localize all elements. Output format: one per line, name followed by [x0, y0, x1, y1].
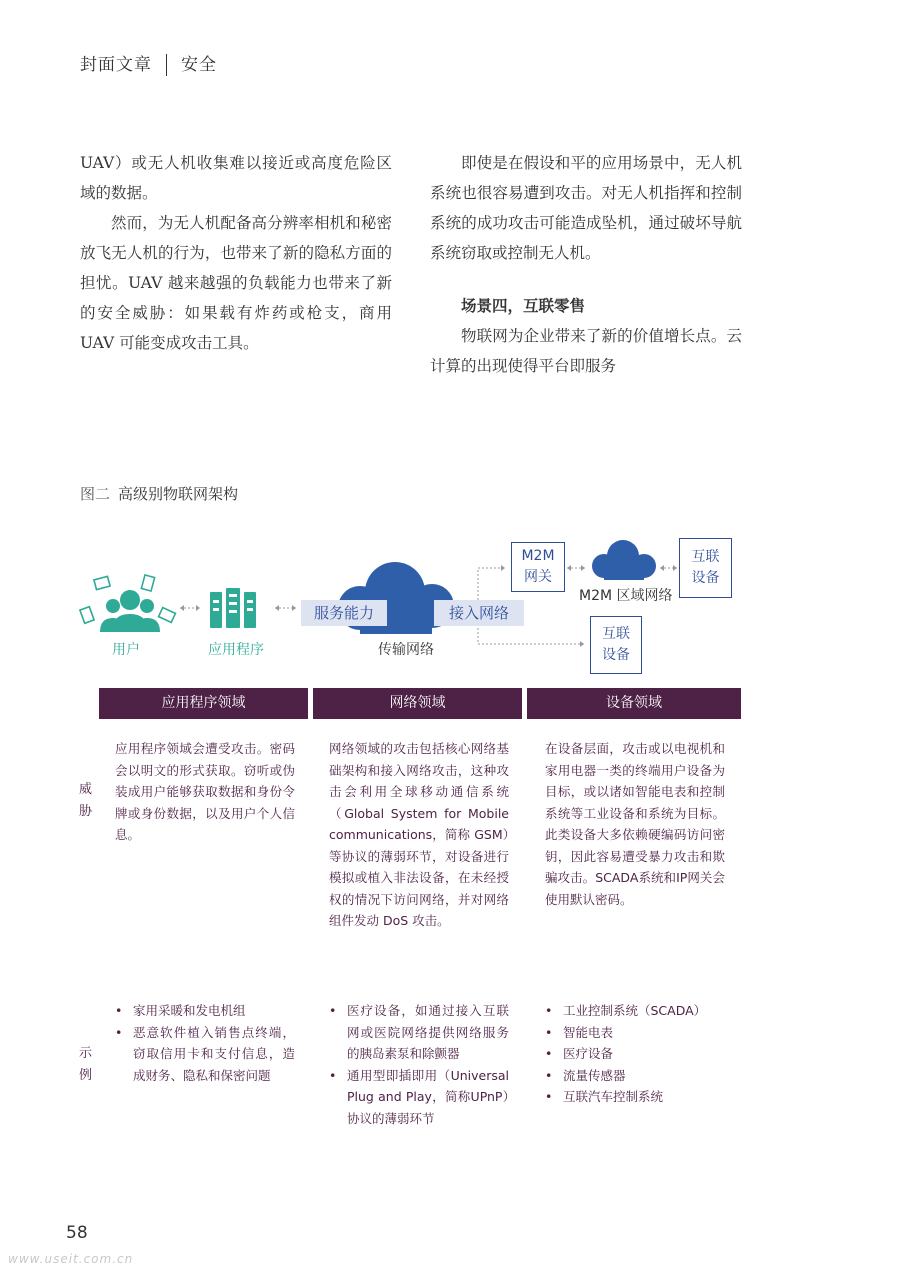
list-item: • 流量传感器 [543, 1065, 725, 1087]
service-capability-label: 服务能力 [301, 600, 387, 626]
arrow-head-icon [501, 565, 505, 571]
header-section: 封面文章 [80, 55, 152, 75]
band-application-domain: 应用程序领域 [99, 688, 308, 719]
list-item: • 通用型即插即用（Universal Plug and Play，简称UPnP）协议的薄弱环节 [327, 1065, 509, 1130]
figure-caption [80, 483, 238, 504]
list-item: • 互联汽车控制系统 [543, 1086, 725, 1108]
section-heading: 场景四，互联零售 [461, 297, 586, 315]
gateway-line2: 网关 [524, 569, 552, 585]
device-line2: 设备 [691, 570, 720, 586]
list-item: • 医疗设备 [543, 1043, 725, 1065]
list-item: • 医疗设备，如通过接入互联网或医院网络提供网络服务的胰岛素泵和除颤器 [327, 1000, 509, 1065]
arrow-head-icon [275, 605, 296, 611]
header-topic: 安全 [181, 55, 217, 75]
band-device-domain: 设备领域 [527, 688, 741, 719]
gateway-line1: M2M [521, 548, 555, 564]
paragraph: 然而，为无人机配备高分辨率相机和秘密放飞无人机的行为，也带来了新的隐私方面的担忧。UAV 越来越强的负载能力也带来了新的安全威胁：如果载有炸药或枪支，商用 UAV 可能变成攻击工具。 [80, 214, 392, 352]
users-icon [80, 575, 176, 632]
connector-line [478, 568, 505, 600]
body-column-left [80, 148, 392, 358]
access-network-label: 接入网络 [434, 600, 524, 626]
row-label-threats: 威胁 [79, 782, 93, 819]
device-line1: 互联 [691, 549, 720, 565]
iot-architecture-diagram [0, 520, 910, 700]
list-item: • 家用采暖和发电机组 [113, 1000, 295, 1022]
band-network-domain: 网络领域 [313, 688, 522, 719]
server-icon [210, 588, 256, 628]
app-label: 应用程序 [208, 642, 264, 658]
m2m-gateway-box [511, 542, 565, 592]
watermark: www.useit.com.cn [8, 1252, 134, 1266]
paragraph: UAV）或无人机收集难以接近或高度危险区域的数据。 [80, 154, 392, 202]
m2m-cloud-icon [592, 540, 656, 580]
threat-cell-application: 应用程序领域会遭受攻击。密码会以明文的形式获取。窃听或伪装成用户能够获取数据和身份令牌或身份数据，以及用户个人信息。 [115, 741, 295, 842]
connector-line [478, 624, 584, 644]
list-item: • 恶意软件植入销售点终端，窃取信用卡和支付信息，造成财务、隐私和保密问题 [113, 1022, 295, 1087]
header-divider [166, 54, 167, 76]
transport-network-label: 传输网络 [378, 642, 434, 658]
example-cell-application [113, 1000, 295, 1086]
figure-title: 高级别物联网架构 [118, 485, 239, 503]
list-item: • 工业控制系统（SCADA） [543, 1000, 725, 1022]
connected-device-box [590, 616, 642, 674]
arrow-head-icon [580, 641, 584, 647]
figure-label: 图二 [80, 485, 111, 503]
user-label: 用户 [112, 642, 140, 658]
page-number: 58 [66, 1223, 88, 1243]
example-cell-device [543, 1000, 725, 1108]
paragraph: 即使是在假设和平的应用场景中，无人机系统也很容易遭到攻击。对无人机指挥和控制系统的成功攻击可能造成坠机，通过破坏导航系统窃取或控制无人机。 [430, 154, 742, 262]
body-column-right [430, 148, 742, 381]
row-label-examples: 示例 [79, 1046, 93, 1083]
device-line1: 互联 [602, 626, 630, 642]
m2m-area-network-label: M2M 区域网络 [579, 588, 673, 604]
list-item: • 智能电表 [543, 1022, 725, 1044]
running-header [80, 50, 217, 76]
paragraph: 物联网为企业带来了新的价值增长点。云计算的出现使得平台即服务 [430, 327, 742, 375]
threat-cell-network: 网络领域的攻击包括核心网络基础架构和接入网络攻击，这种攻击会利用全球移动通信系统（Global System for Mobile communications，简称 GSM）等协议的薄弱环节，对设备进行模拟或植入非法设备，在未经授权的情况下访问网络，并对网络组件发动 DoS 攻击。 [329, 741, 509, 928]
connected-device-box [679, 538, 732, 598]
example-cell-network [327, 1000, 509, 1129]
threat-cell-device: 在设备层面，攻击或以电视机和家用电器一类的终端用户设备为目标，或以诸如智能电表和控制系统等工业设备和系统为目标。此类设备大多依赖硬编码访问密钥，因此容易遭受暴力攻击和欺骗攻击。SCADA系统和IP网关会使用默认密码。 [545, 741, 725, 907]
device-line2: 设备 [602, 647, 630, 663]
